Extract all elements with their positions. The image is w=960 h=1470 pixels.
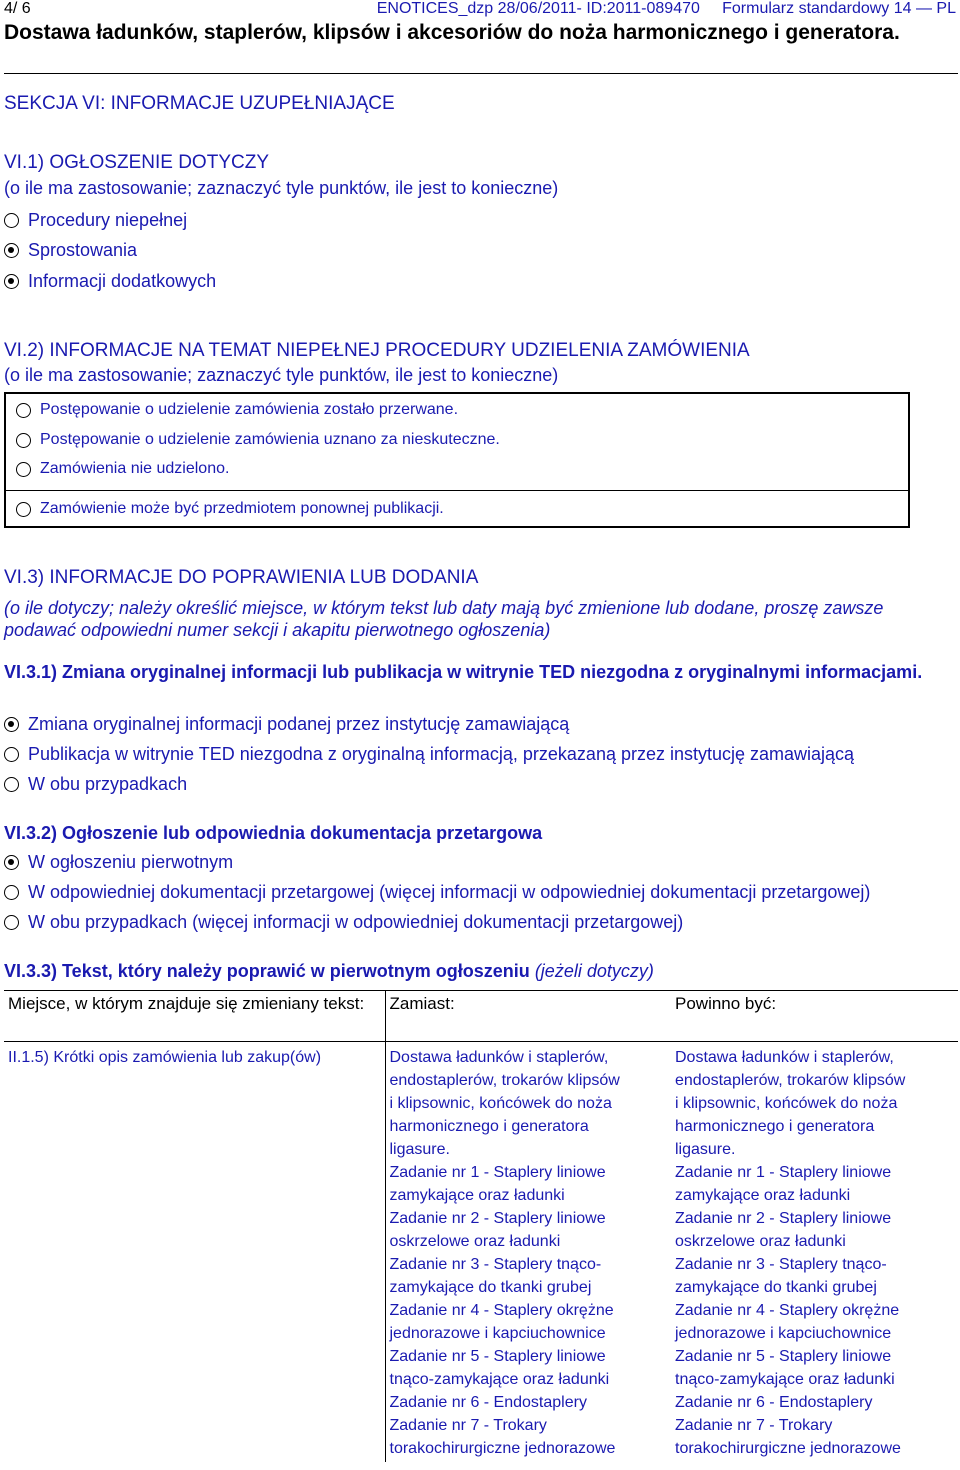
cell-text-line: Zadanie nr 4 - Staplery okrężne: [675, 1302, 900, 1319]
cell-text-line: torakochirurgiczne jednorazowe: [675, 1440, 901, 1457]
vi32-option[interactable]: [4, 851, 233, 873]
cell-text-line: Zadanie nr 6 - Endostaplery: [389, 1394, 587, 1411]
cell-text-line: ligasure.: [675, 1141, 736, 1158]
cell-text-line: Zadanie nr 7 - Trokary: [389, 1417, 547, 1434]
cell-text-line: Zadanie nr 1 - Staplery liniowe: [675, 1164, 892, 1181]
vi32-option-label: W obu przypadkach (więcej informacji w odpowiedniej dokumentacji przetargowej): [28, 912, 684, 932]
cell-text-line: Zadanie nr 3 - Staplery tnąco-: [389, 1256, 602, 1273]
radio-unchecked-icon[interactable]: [4, 915, 19, 930]
vi32-option-label: W odpowiedniej dokumentacji przetargowej (więcej informacji w odpowiedniej dokumentacji przetargowej): [28, 882, 871, 902]
cell-text-line: zamykające oraz ładunki: [675, 1187, 851, 1204]
cell-text-line: endostaplerów, trokarów klipsów: [389, 1072, 620, 1089]
cell-text-line: tnąco-zamykające oraz ładunki: [389, 1371, 610, 1388]
correction-table: [4, 990, 958, 1462]
reference-id: ENOTICES_dzp 28/06/2011- ID:2011-089470: [376, 0, 700, 17]
vi2-heading: VI.2) INFORMACJE NA TEMAT NIEPEŁNEJ PROCEDURY UDZIELENIA ZAMÓWIENIA: [4, 340, 750, 361]
vi2-option[interactable]: [16, 400, 458, 420]
cell-text-line: endostaplerów, trokarów klipsów: [675, 1072, 906, 1089]
vi1-option-label: Procedury niepełnej: [28, 210, 188, 230]
cell-text-line: Dostawa ładunków i staplerów,: [675, 1049, 894, 1066]
cell-text-line: jednorazowe i kapciuchownice: [389, 1325, 606, 1342]
vi32-option[interactable]: [4, 881, 870, 903]
cell-text-line: Zadanie nr 2 - Staplery liniowe: [389, 1210, 606, 1227]
cell-text-line: Zadanie nr 3 - Staplery tnąco-: [675, 1256, 887, 1273]
cell-text-line: jednorazowe i kapciuchownice: [675, 1325, 892, 1342]
cell-instead: [385, 1042, 671, 1463]
vi2-options-box: [4, 392, 910, 528]
cell-text-line: ligasure.: [389, 1141, 450, 1158]
page-header: [4, 0, 958, 20]
cell-text-line: Zadanie nr 4 - Staplery okrężne: [389, 1302, 614, 1319]
vi33-heading-line: [4, 960, 654, 982]
radio-unchecked-icon[interactable]: [16, 403, 31, 418]
header-instead: Zamiast:: [385, 991, 671, 1042]
cell-text-line: oskrzelowe oraz ładunki: [389, 1233, 561, 1250]
vi2-option-label: Zamówienia nie udzielono.: [40, 460, 230, 477]
vi31-heading: VI.3.1) Zmiana oryginalnej informacji lub publikacja w witrynie TED niezgodna z oryginalnymi informacjami.: [4, 662, 923, 682]
vi1-option[interactable]: [4, 270, 216, 292]
vi31-option[interactable]: [4, 713, 569, 735]
notice-reference: [377, 0, 956, 18]
box-divider: [6, 490, 908, 491]
vi32-option-label: W ogłoszeniu pierwotnym: [28, 852, 234, 872]
vi1-option[interactable]: [4, 239, 137, 261]
cell-text-line: Dostawa ładunków i staplerów,: [389, 1049, 609, 1066]
vi31-option[interactable]: [4, 773, 187, 795]
vi2-option-label: Postępowanie o udzielenie zamówienia zostało przerwane.: [40, 401, 459, 418]
cell-text-line: Zadanie nr 7 - Trokary: [675, 1417, 833, 1434]
vi31-option-label: Zmiana oryginalnej informacji podanej przez instytucję zamawiającą: [28, 714, 570, 734]
vi33-heading-note: (jeżeli dotyczy): [534, 961, 654, 981]
form-name: Formularz standardowy 14 — PL: [722, 0, 956, 17]
radio-checked-icon[interactable]: [4, 855, 19, 870]
cell-text-line: i klipsownic, końcówek do noża: [389, 1095, 612, 1112]
cell-text-line: harmonicznego i generatora: [675, 1118, 875, 1135]
table-row: [4, 1042, 958, 1463]
vi2-option[interactable]: [16, 430, 500, 450]
radio-unchecked-icon[interactable]: [4, 213, 19, 228]
vi1-heading: VI.1) OGŁOSZENIE DOTYCZY: [4, 152, 269, 173]
header-should-be: Powinno być:: [671, 991, 958, 1042]
vi1-option-label: Sprostowania: [28, 240, 138, 260]
radio-checked-icon[interactable]: [4, 274, 19, 289]
cell-should-be: [671, 1042, 958, 1463]
cell-text-line: torakochirurgiczne jednorazowe: [389, 1440, 616, 1457]
vi3-note: (o ile dotyczy; należy określić miejsce, w którym tekst lub daty mają być zmienione lub dodane, proszę zawsze podawać odpowiedni numer sekcji i akapitu pierwotnego ogłoszenia): [4, 598, 884, 640]
vi1-option[interactable]: [4, 209, 187, 231]
vi3-heading: VI.3) INFORMACJE DO POPRAWIENIA LUB DODANIA: [4, 567, 479, 588]
cell-text-line: Zadanie nr 1 - Staplery liniowe: [389, 1164, 606, 1181]
vi33-heading: VI.3.3) Tekst, który należy poprawić w pierwotnym ogłoszeniu: [4, 961, 530, 981]
vi2-option[interactable]: [16, 499, 444, 519]
radio-checked-icon[interactable]: [4, 717, 19, 732]
vi2-option-label: Postępowanie o udzielenie zamówienia uznano za nieskuteczne.: [40, 431, 500, 448]
radio-unchecked-icon[interactable]: [16, 462, 31, 477]
radio-unchecked-icon[interactable]: [4, 747, 19, 762]
vi31-option-label: W obu przypadkach: [28, 774, 188, 794]
vi32-heading: VI.3.2) Ogłoszenie lub odpowiednia dokumentacja przetargowa: [4, 823, 543, 843]
vi31-option[interactable]: [4, 743, 854, 765]
vi1-note: (o ile ma zastosowanie; zaznaczyć tyle punktów, ile jest to konieczne): [4, 178, 559, 198]
cell-text-line: i klipsownic, końcówek do noża: [675, 1095, 898, 1112]
page-number: 4/ 6: [4, 0, 31, 17]
cell-text-line: Zadanie nr 5 - Staplery liniowe: [389, 1348, 606, 1365]
cell-text-line: zamykające do tkanki grubej: [675, 1279, 877, 1296]
vi2-option-label: Zamówienie może być przedmiotem ponownej publikacji.: [40, 500, 444, 517]
cell-text-line: tnąco-zamykające oraz ładunki: [675, 1371, 895, 1388]
table-header-row: [4, 991, 958, 1042]
vi1-option-label: Informacji dodatkowych: [28, 271, 217, 291]
title-divider: [4, 73, 958, 74]
document-title: Dostawa ładunków, staplerów, klipsów i akcesoriów do noża harmonicznego i generatora.: [4, 21, 900, 44]
cell-text-line: zamykające do tkanki grubej: [389, 1279, 592, 1296]
cell-text-line: Zadanie nr 2 - Staplery liniowe: [675, 1210, 892, 1227]
radio-unchecked-icon[interactable]: [4, 777, 19, 792]
radio-checked-icon[interactable]: [4, 243, 19, 258]
header-place: Miejsce, w którym znajduje się zmieniany tekst:: [4, 991, 385, 1042]
radio-unchecked-icon[interactable]: [16, 433, 31, 448]
cell-place: II.1.5) Krótki opis zamówienia lub zakup(ów): [4, 1042, 385, 1463]
vi2-option[interactable]: [16, 459, 229, 479]
vi31-option-label: Publikacja w witrynie TED niezgodna z oryginalną informacją, przekazaną przez instytucję zamawiającą: [28, 744, 855, 764]
cell-text-line: oskrzelowe oraz ładunki: [675, 1233, 846, 1250]
vi2-note: (o ile ma zastosowanie; zaznaczyć tyle punktów, ile jest to konieczne): [4, 365, 559, 385]
cell-text-line: Zadanie nr 5 - Staplery liniowe: [675, 1348, 892, 1365]
radio-unchecked-icon[interactable]: [16, 502, 31, 517]
vi32-option[interactable]: [4, 911, 683, 933]
cell-text-line: Zadanie nr 6 - Endostaplery: [675, 1394, 873, 1411]
radio-unchecked-icon[interactable]: [4, 885, 19, 900]
cell-text-line: harmonicznego i generatora: [389, 1118, 589, 1135]
section-title: SEKCJA VI: INFORMACJE UZUPEŁNIAJĄCE: [4, 93, 395, 114]
cell-text-line: zamykające oraz ładunki: [389, 1187, 565, 1204]
